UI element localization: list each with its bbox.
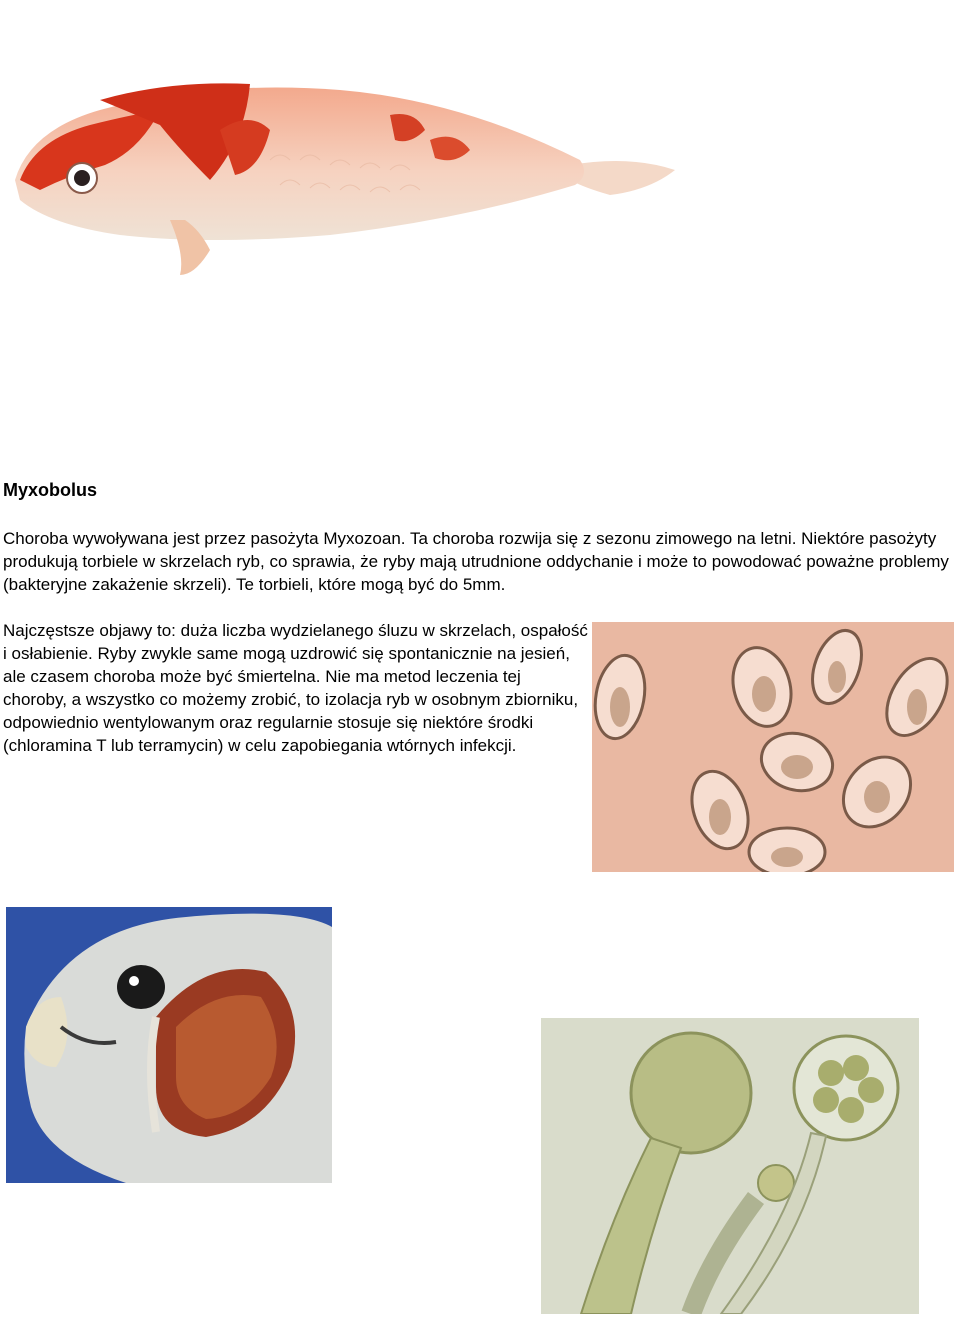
spores-microscope-image <box>592 622 954 872</box>
symptoms-paragraph: Najczęstsze objawy to: duża liczba wydzielanego śluzu w skrzelach, ospałość i osłabienie. Ryby zwykle same mogą uzdrowić się spontanicznie na jesień, ale czasem choroba może być śmiertelna. Nie ma metod leczenia tej choroby, a wszystko co możemy zrobić, to izolacja ryb w osobnym zbiorniku, odpowiednio wentylowanym oraz regularnie stosuje się niektóre środki (chloramina T lub terramycin) w celu zapobiegania wtórnych infekcji. <box>3 621 588 755</box>
infected-gill-fish-image <box>6 907 332 1183</box>
page-title: Myxobolus <box>3 480 98 500</box>
intro-paragraph: Choroba wywoływana jest przez pasożyta Myxozoan. Ta choroba rozwija się z sezonu zimowego na letni. Niektóre pasożyty produkują torbiele w skrzelach ryb, co sprawia, że ryby mają utrudnione oddychanie i może to powodować poważne problemy (bakteryjne zakażenie skrzeli). Te torbieli, które mogą być do 5mm. <box>3 529 949 594</box>
parasite-microscope-image <box>541 1018 919 1314</box>
koi-fish-image <box>10 70 680 290</box>
